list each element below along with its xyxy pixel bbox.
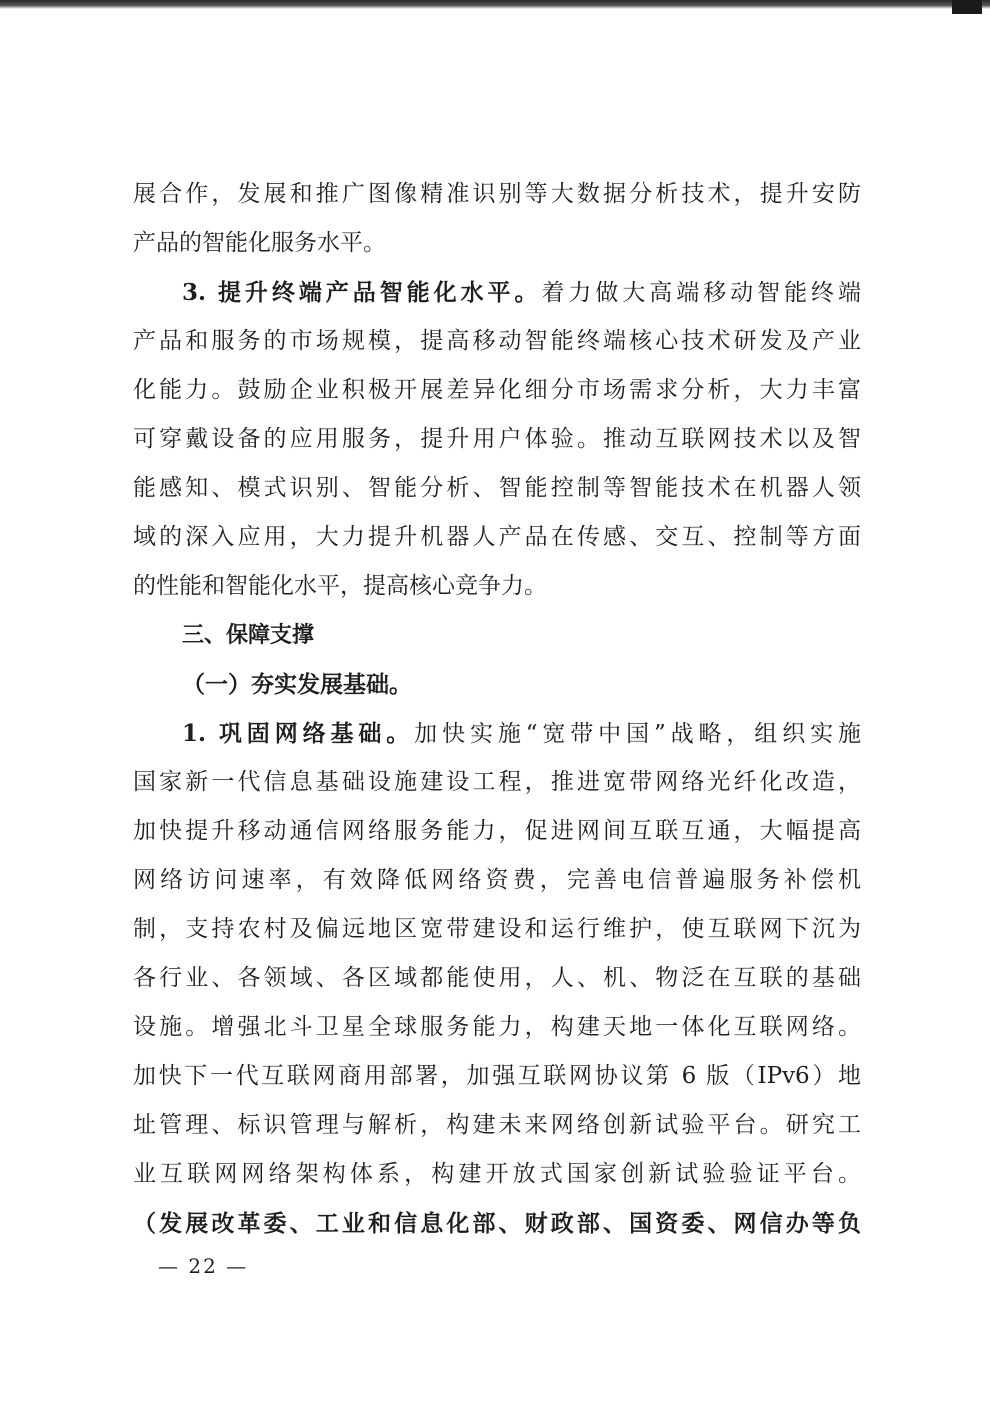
text-line: 址管理、标识管理与解析，构建未来网络创新试验平台。研究工 [133,1112,861,1138]
item-lead: 1. 巩固网络基础。 [182,720,415,747]
text-line: （发展改革委、工业和信息化部、财政部、国资委、网信办等负 [133,1210,861,1237]
text-run: 加快实施“宽带中国”战略，组织实施 [414,721,861,747]
text-line: 域的深入应用，大力提升机器人产品在传感、交互、控制等方面 [133,524,861,550]
page-number: — 22 — [158,1254,249,1278]
scan-top-edge [0,0,990,9]
text-line: 加快下一代互联网商用部署，加强互联网协议第 6 版（IPv6）地 [133,1063,861,1089]
subsection-heading: （一）夯实发展基础。 [182,671,412,698]
text-run: 着力做大高端移动智能终端 [541,280,861,306]
text-line: 化能力。鼓励企业积极开展差异化细分市场需求分析，大力丰富 [133,377,861,403]
text-line: 加快提升移动通信网络服务能力，促进网间互联互通，大幅提高 [133,818,861,844]
text-line: 设施。增强北斗卫星全球服务能力，构建天地一体化互联网络。 [133,1014,861,1040]
text-line: 产品和服务的市场规模，提高移动智能终端核心技术研发及产业 [133,328,861,354]
text-line: 展合作，发展和推广图像精准识别等大数据分析技术，提升安防 [133,181,861,207]
section-heading: 三、保障支撑 [182,623,315,648]
text-line [133,268,861,317]
text-line: 国家新一代信息基础设施建设工程，推进宽带网络光纤化改造， [133,769,861,795]
text-line: 产品的智能化服务水平。 [133,230,386,256]
text-line: 能感知、模式识别、智能分析、智能控制等智能技术在机器人领 [133,475,861,501]
text-line: 可穿戴设备的应用服务，提升用户体验。推动互联网技术以及智 [133,426,861,452]
text-line: 的性能和智能化水平，提高核心竞争力。 [133,573,547,599]
document-body [133,170,861,1248]
text-line [133,709,861,758]
scan-corner-mark [952,0,982,14]
text-line: 制，支持农村及偏远地区宽带建设和运行维护，使互联网下沉为 [133,916,861,942]
text-line: 业互联网网络架构体系，构建开放式国家创新试验验证平台。 [133,1161,861,1187]
item-lead: 3. 提升终端产品智能化水平。 [182,279,542,306]
text-line: 各行业、各领域、各区域都能使用，人、机、物泛在互联的基础 [133,965,861,991]
text-line: 网络访问速率，有效降低网络资费，完善电信普遍服务补偿机 [133,867,861,893]
